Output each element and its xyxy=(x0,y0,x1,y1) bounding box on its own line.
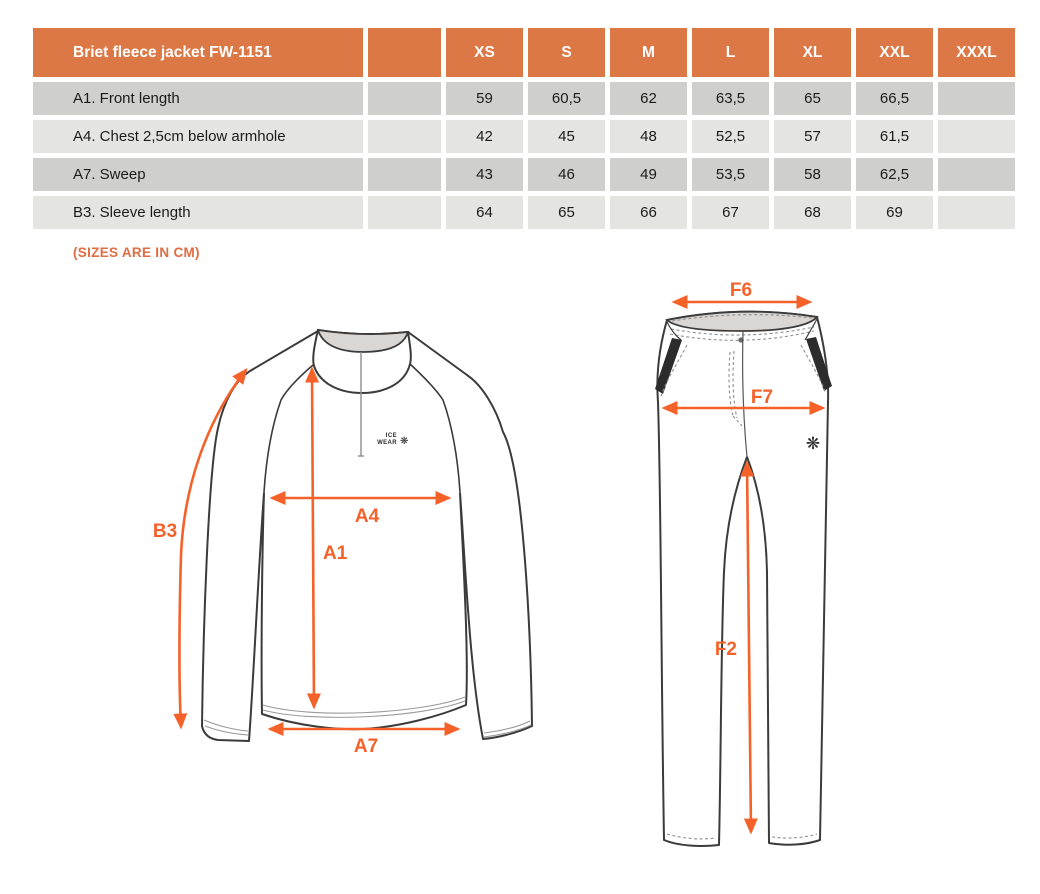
measure-label-a4: A4 xyxy=(354,506,380,527)
table-title: Briet fleece jacket FW-1151 xyxy=(33,28,363,77)
cell-value: 45 xyxy=(528,120,605,153)
measure-label-b3: B3 xyxy=(152,521,178,542)
cell-value: 53,5 xyxy=(692,158,769,191)
snowflake-icon: ❋ xyxy=(805,434,821,454)
cell-value: 68 xyxy=(774,196,851,229)
size-header-l: L xyxy=(692,28,769,77)
cell-value: 61,5 xyxy=(856,120,933,153)
cell-value: 66 xyxy=(610,196,687,229)
snowflake-icon: ❋ xyxy=(400,436,409,447)
logo-text-line2: WEAR xyxy=(377,440,397,446)
measure-label-a7: A7 xyxy=(353,736,379,757)
size-header-s: S xyxy=(528,28,605,77)
measure-arrow-f2 xyxy=(747,463,751,832)
cell-value: 46 xyxy=(528,158,605,191)
cell-value: 48 xyxy=(610,120,687,153)
measure-label-f7: F7 xyxy=(750,387,774,408)
pants-drawing xyxy=(655,280,832,846)
cell-value: 67 xyxy=(692,196,769,229)
size-header-xxxl: XXXL xyxy=(938,28,1015,77)
cell-value: 66,5 xyxy=(856,82,933,115)
cell-value: 65 xyxy=(774,82,851,115)
cell-value: 57 xyxy=(774,120,851,153)
jacket-drawing xyxy=(153,330,532,757)
measure-label-a1: A1 xyxy=(323,543,348,564)
measure-label-f2: F2 xyxy=(714,639,737,660)
units-note: (SIZES ARE IN CM) xyxy=(73,245,200,260)
row-label: A7. Sweep xyxy=(33,158,363,191)
cell-value: 58 xyxy=(774,158,851,191)
size-header-xs: XS xyxy=(446,28,523,77)
cell-value: 69 xyxy=(856,196,933,229)
row-label: A1. Front length xyxy=(33,82,363,115)
row-label: B3. Sleeve length xyxy=(33,196,363,229)
cell-value: 42 xyxy=(446,120,523,153)
cell-value: 62,5 xyxy=(856,158,933,191)
row-label: A4. Chest 2,5cm below armhole xyxy=(33,120,363,153)
size-header-xl: XL xyxy=(774,28,851,77)
logo-text-line1: ICE xyxy=(385,433,397,439)
cell-value: 63,5 xyxy=(692,82,769,115)
cell-value: 60,5 xyxy=(528,82,605,115)
size-header-xxl: XXL xyxy=(856,28,933,77)
cell-value: 64 xyxy=(446,196,523,229)
cell-value: 49 xyxy=(610,158,687,191)
cell-value: 62 xyxy=(610,82,687,115)
cell-value: 43 xyxy=(446,158,523,191)
cell-value: 59 xyxy=(446,82,523,115)
cell-value: 65 xyxy=(528,196,605,229)
cell-value: 52,5 xyxy=(692,120,769,153)
size-header-m: M xyxy=(610,28,687,77)
measure-label-f6: F6 xyxy=(729,280,753,301)
